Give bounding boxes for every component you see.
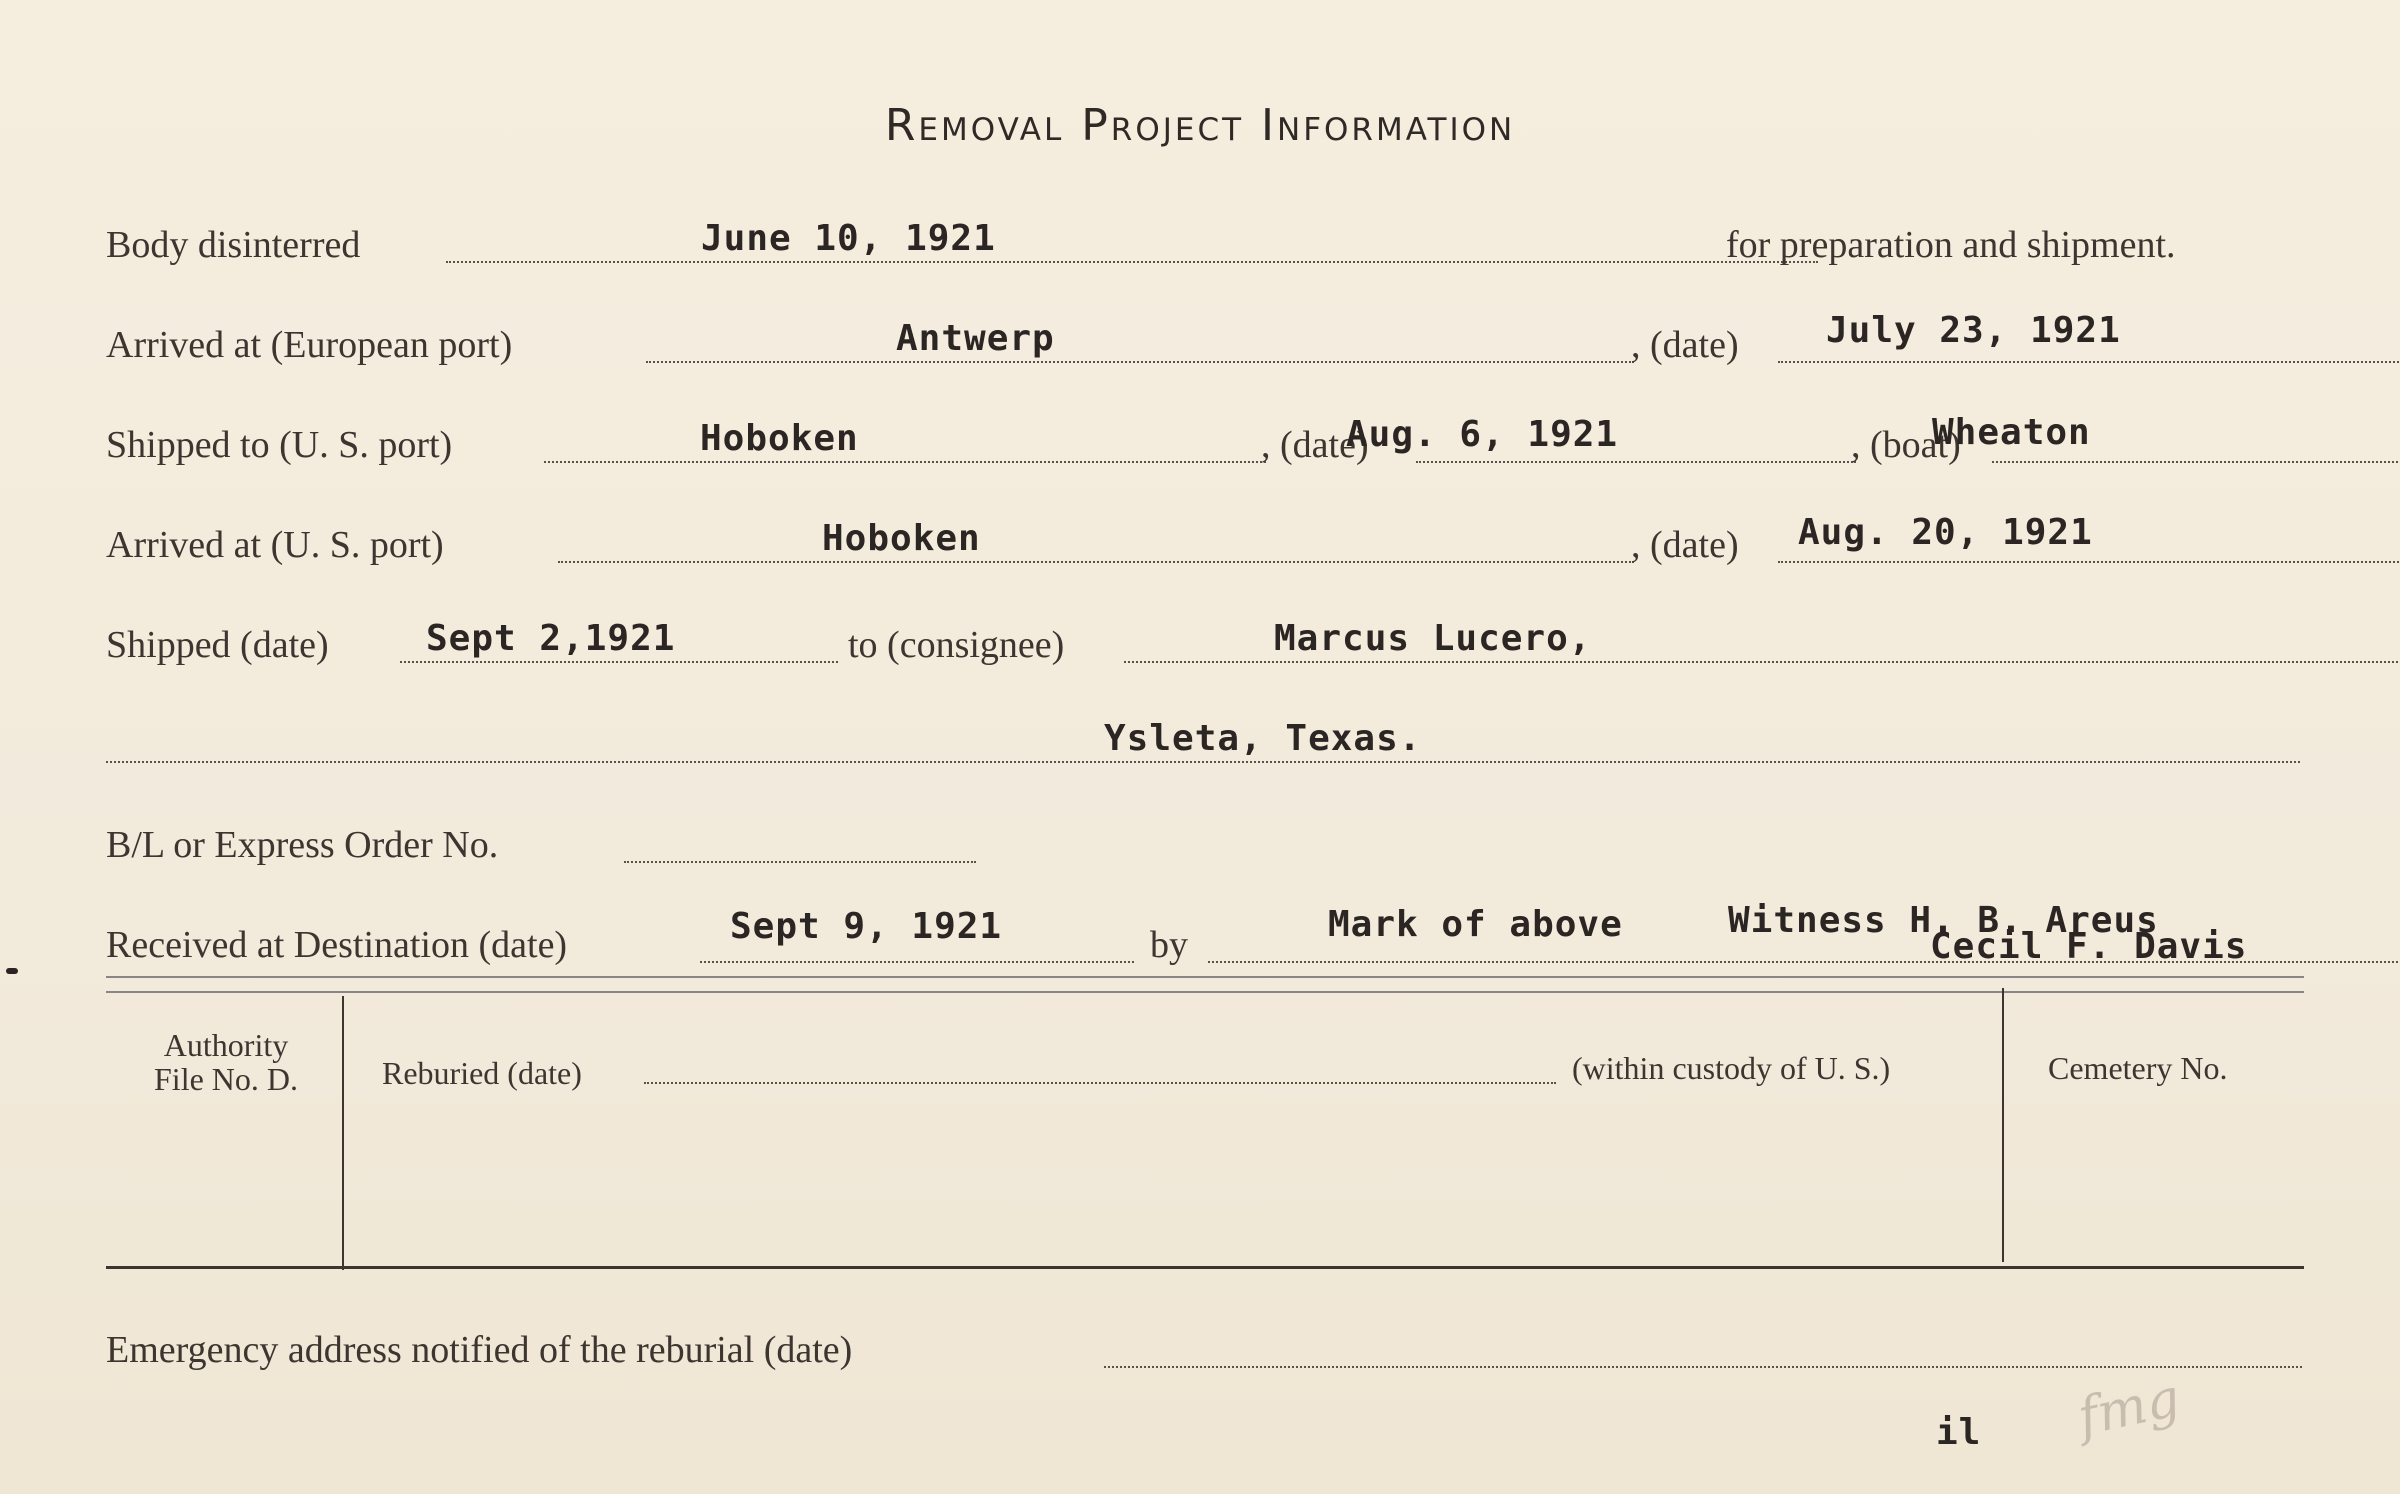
shipped-to-value: Hoboken (700, 418, 859, 459)
bl-order-label: B/L or Express Order No. (106, 824, 499, 866)
arrived-us-date-label: , (date) (1631, 524, 1739, 566)
shipped-date-value: Sept 2,1921 (426, 618, 676, 659)
row-received (106, 900, 2306, 985)
row-bl-order (106, 805, 2306, 885)
reburied-label: Reburied (date) (382, 1055, 582, 1091)
body-disinterred-suffix: for preparation and shipment. (1726, 224, 2176, 266)
row-body-disinterred (106, 205, 2306, 285)
custody-label: (within custody of U. S.) (1572, 1050, 1891, 1086)
shipped-to-date-value: Aug. 6, 1921 (1346, 414, 1619, 455)
cemetery-label: Cemetery No. (2048, 1050, 2228, 1086)
shipped-date-line (400, 661, 838, 663)
card-title: Removal Project Information (884, 100, 1516, 151)
emergency-line (1104, 1366, 2302, 1368)
margin-ink-mark (6, 968, 18, 974)
row-shipped-to (106, 405, 2306, 485)
shipped-to-boat-value: Wheaton (1932, 412, 2091, 453)
body-disinterred-label: Body disinterred (106, 224, 361, 266)
row-arrived-european (106, 305, 2306, 385)
shipped-to-date-label: , (date) (1261, 424, 1369, 466)
received-by-label: by (1150, 924, 1188, 966)
witness-line-1: Witness H. B. Areus (1728, 900, 2159, 941)
table-divider-right (2002, 988, 2004, 1262)
arrived-european-date-value: July 23, 1921 (1826, 310, 2121, 351)
row-arrived-us (106, 505, 2306, 585)
consignee-address-line (106, 761, 2300, 763)
arrived-us-line (558, 561, 1634, 563)
footer-code: il (1936, 1412, 1982, 1453)
table-top-rule (106, 976, 2304, 978)
row-emergency (106, 1310, 2306, 1390)
shipped-to-label: Shipped to (U. S. port) (106, 424, 453, 466)
received-label: Received at Destination (date) (106, 924, 568, 966)
shipped-to-date-line (1416, 461, 1856, 463)
body-disinterred-line (446, 261, 1818, 263)
arrived-european-date-line (1778, 361, 2400, 363)
received-line (700, 961, 1134, 963)
arrived-us-date-value: Aug. 20, 1921 (1798, 512, 2093, 553)
witness-line-2: Cecil F. Davis (1930, 926, 2248, 967)
received-by-value: Mark of above (1328, 904, 1623, 945)
shipped-to-line (544, 461, 1266, 463)
body-disinterred-value: June 10, 1921 (701, 218, 996, 259)
arrived-european-value: Antwerp (896, 318, 1055, 359)
arrived-european-date-label: , (date) (1631, 324, 1739, 366)
row-shipped-date (106, 605, 2306, 685)
table-bottom-rule (106, 1266, 2304, 1269)
received-value: Sept 9, 1921 (730, 906, 1003, 947)
table-top-rule-2 (106, 991, 2304, 993)
consignee-address-value: Ysleta, Texas. (1104, 718, 1422, 759)
arrived-us-label: Arrived at (U. S. port) (106, 524, 444, 566)
arrived-us-value: Hoboken (822, 518, 981, 559)
shipped-to-boat-label: , (boat) (1851, 424, 1961, 466)
authority-label (110, 1028, 342, 1096)
consignee-line (1124, 661, 2400, 663)
table-divider-left (342, 996, 344, 1270)
arrived-european-line (646, 361, 1634, 363)
arrived-european-label: Arrived at (European port) (106, 324, 513, 366)
emergency-label: Emergency address notified of the reburial (date) (106, 1329, 853, 1371)
consignee-value: Marcus Lucero, (1274, 618, 1592, 659)
authority-line-2: File No. D. (154, 1061, 298, 1097)
consignee-label: to (consignee) (848, 624, 1065, 666)
reburied-line (644, 1082, 1556, 1084)
shipped-to-boat-line (1992, 461, 2400, 463)
arrived-us-date-line (1778, 561, 2400, 563)
shipped-date-label: Shipped (date) (106, 624, 329, 666)
bl-order-line (624, 861, 976, 863)
authority-line-1: Authority (163, 1027, 289, 1063)
row-consignee-address (106, 705, 2306, 785)
pencil-note: fmg (2072, 1368, 2185, 1448)
